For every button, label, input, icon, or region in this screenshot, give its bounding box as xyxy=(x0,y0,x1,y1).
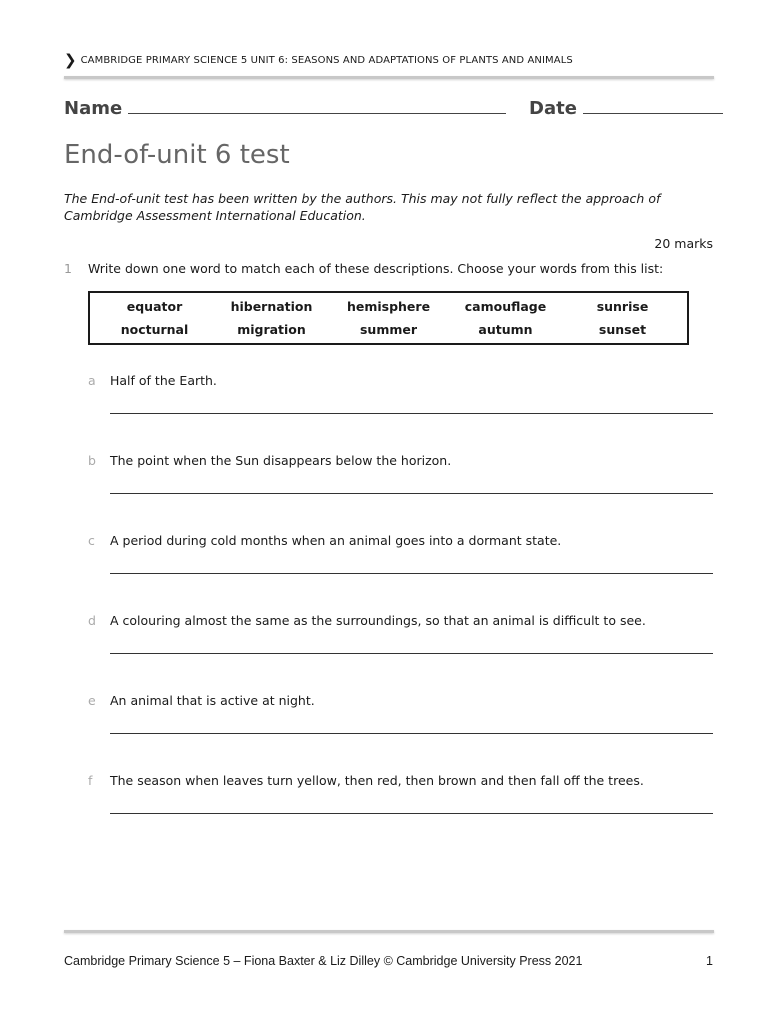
sub-question-letter: d xyxy=(88,613,96,628)
sub-question-text: A colouring almost the same as the surroundings, so that an animal is difficult to see. xyxy=(110,613,646,628)
running-header-text: CAMBRIDGE PRIMARY SCIENCE 5 UNIT 6: SEASONS AND ADAPTATIONS OF PLANTS AND ANIMALS xyxy=(80,54,573,66)
word-list-item: nocturnal xyxy=(120,322,189,337)
footer-copyright: Cambridge Primary Science 5 – Fiona Baxter & Liz Dilley © Cambridge University Press 2021 xyxy=(64,954,583,968)
question-number: 1 xyxy=(64,261,72,276)
answer-line-a[interactable] xyxy=(110,413,713,414)
answer-line-d[interactable] xyxy=(110,653,713,654)
answer-line-e[interactable] xyxy=(110,733,713,734)
answer-line-b[interactable] xyxy=(110,493,713,494)
question-text: Write down one word to match each of these descriptions. Choose your words from this list: xyxy=(88,261,664,276)
answer-line-f[interactable] xyxy=(110,813,713,814)
running-header xyxy=(64,50,714,70)
sub-question-letter: b xyxy=(88,453,96,468)
sub-question-text: A period during cold months when an animal goes into a dormant state. xyxy=(110,533,562,548)
name-date-row xyxy=(64,98,714,119)
header-divider xyxy=(64,76,714,79)
word-list-item: hemisphere xyxy=(346,299,431,314)
date-field[interactable] xyxy=(583,99,723,114)
sub-question-letter: c xyxy=(88,533,95,548)
sub-question-letter: e xyxy=(88,693,96,708)
name-field[interactable] xyxy=(128,99,506,114)
answer-line-c[interactable] xyxy=(110,573,713,574)
name-label: Name xyxy=(64,98,123,119)
chevron-right-icon: ❯ xyxy=(64,50,77,69)
word-list-item: sunset xyxy=(598,322,647,337)
sub-question-text: Half of the Earth. xyxy=(110,373,217,388)
word-list-item: camouflage xyxy=(464,299,547,314)
intro-note: The End-of-unit test has been written by the authors. This may not fully reflect the approach of Cambridge Assessment International Education. xyxy=(64,191,661,223)
word-list-item: autumn xyxy=(478,322,533,337)
word-list-box xyxy=(88,291,689,345)
page-title: End-of-unit 6 test xyxy=(64,140,290,170)
total-marks: 20 marks xyxy=(654,236,713,251)
sub-question-letter: f xyxy=(88,773,93,788)
page-number: 1 xyxy=(706,954,713,968)
sub-question-text: The season when leaves turn yellow, then red, then brown and then fall off the trees. xyxy=(110,773,644,788)
word-list-item: hibernation xyxy=(230,299,313,314)
word-list-item: migration xyxy=(237,322,306,337)
date-label: Date xyxy=(529,98,577,119)
sub-question-letter: a xyxy=(88,373,96,388)
word-list-item: summer xyxy=(359,322,418,337)
word-list-item: sunrise xyxy=(596,299,649,314)
sub-question-text: An animal that is active at night. xyxy=(110,693,315,708)
footer-divider xyxy=(64,930,714,933)
word-list-item: equator xyxy=(126,299,183,314)
sub-question-text: The point when the Sun disappears below the horizon. xyxy=(110,453,452,468)
